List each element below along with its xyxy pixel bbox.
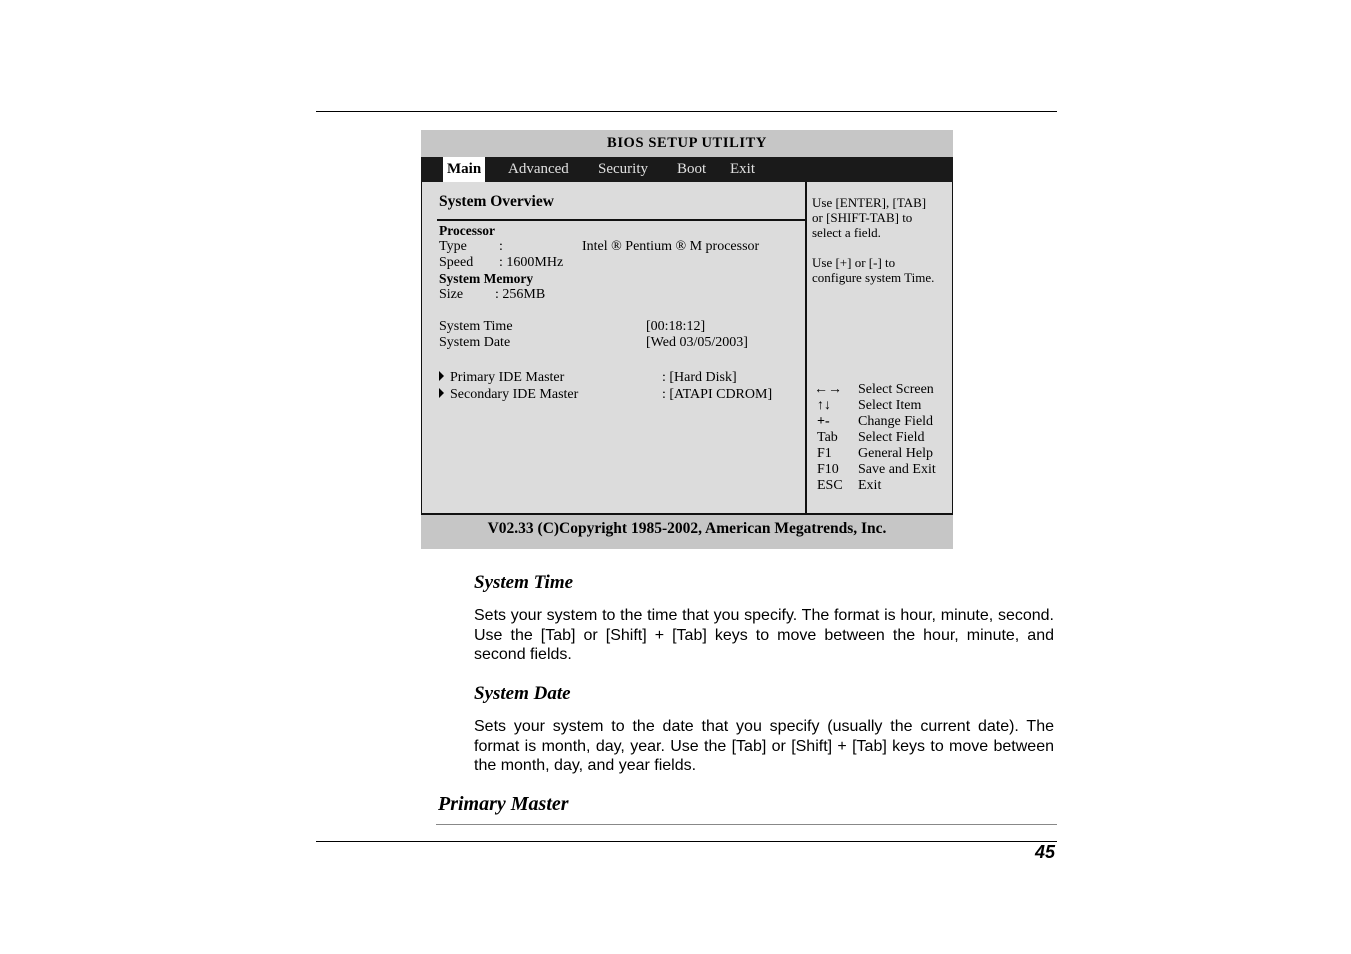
primary-ide-master-item[interactable] <box>439 370 564 386</box>
bios-menu-bar <box>421 157 953 182</box>
key-label: F10 <box>817 462 839 477</box>
bios-screenshot <box>421 130 953 548</box>
key-desc: Exit <box>858 478 882 493</box>
bios-copyright-footer: V02.33 (C)Copyright 1985-2002, American Megatrends, Inc. <box>421 514 953 549</box>
system-date-label: System Date <box>439 335 511 350</box>
size-label: Size <box>439 287 464 302</box>
system-overview-heading: System Overview <box>439 193 554 210</box>
top-rule <box>316 111 1057 112</box>
arrows-left-right-icon: ←→ <box>814 382 842 397</box>
bios-title: BIOS SETUP UTILITY <box>421 130 953 157</box>
key-desc: Select Field <box>858 430 925 445</box>
help-line: or [SHIFT-TAB] to <box>812 210 913 225</box>
processor-type-value: Intel ® Pentium ® M processor <box>582 239 760 254</box>
page-number: 45 <box>1034 842 1055 862</box>
overview-rule <box>437 219 805 221</box>
menu-tab-security[interactable]: Security <box>598 161 648 177</box>
key-desc: Save and Exit <box>858 462 936 477</box>
type-separator: : <box>499 239 503 254</box>
menu-tab-advanced[interactable]: Advanced <box>508 161 569 177</box>
system-time-heading: System Time <box>474 572 574 593</box>
bottom-rule <box>316 841 1057 842</box>
menu-tab-exit[interactable]: Exit <box>730 161 755 177</box>
primary-ide-master-label: Primary IDE Master <box>450 370 565 385</box>
key-label: Tab <box>817 430 838 445</box>
help-line: Use [ENTER], [TAB] <box>812 195 927 210</box>
system-time-value[interactable]: [00:18:12] <box>646 319 706 334</box>
secondary-ide-master-label: Secondary IDE Master <box>450 387 579 402</box>
help-line: configure system Time. <box>812 270 935 285</box>
key-label: F1 <box>817 446 832 461</box>
key-desc: General Help <box>858 446 934 461</box>
arrows-up-down-icon: ↑↓ <box>817 398 831 413</box>
primary-ide-master-value: : [Hard Disk] <box>662 370 737 385</box>
menu-tab-boot[interactable]: Boot <box>677 161 707 177</box>
key-desc: Select Item <box>858 398 922 413</box>
system-date-paragraph: Sets your system to the date that you specify (usually the current date). The format is month, day, year. Use the [Tab] or [Shift] + [Tab] keys to move between the month, day, and year fields. <box>474 718 1054 774</box>
key-label: +- <box>817 414 830 429</box>
system-date-value[interactable]: [Wed 03/05/2003] <box>646 335 748 350</box>
help-line: Use [+] or [-] to <box>812 255 896 270</box>
type-label: Type <box>439 239 467 254</box>
speed-value: : 1600MHz <box>499 255 564 270</box>
system-memory-heading: System Memory <box>439 271 534 286</box>
primary-master-heading: Primary Master <box>438 793 569 815</box>
processor-heading: Processor <box>439 223 495 238</box>
speed-label: Speed <box>439 255 474 270</box>
system-time-paragraph: Sets your system to the time that you specify. The format is hour, minute, second. Use the [Tab] or [Shift] + [Tab] keys to move between the hour, minute, and second fields. <box>474 607 1054 663</box>
panel-divider <box>805 182 807 514</box>
submenu-arrow-icon <box>439 388 444 398</box>
menu-tab-main[interactable]: Main <box>443 157 485 182</box>
system-date-heading: System Date <box>474 683 571 704</box>
secondary-ide-master-value: : [ATAPI CDROM] <box>662 387 773 402</box>
key-label: ESC <box>817 478 843 493</box>
size-value: : 256MB <box>495 287 546 302</box>
section-rule <box>436 824 1057 825</box>
system-time-label: System Time <box>439 319 513 334</box>
key-desc: Change Field <box>858 414 934 429</box>
secondary-ide-master-item[interactable] <box>439 387 578 403</box>
key-desc: Select Screen <box>858 382 934 397</box>
help-line: select a field. <box>812 225 881 240</box>
submenu-arrow-icon <box>439 371 444 381</box>
